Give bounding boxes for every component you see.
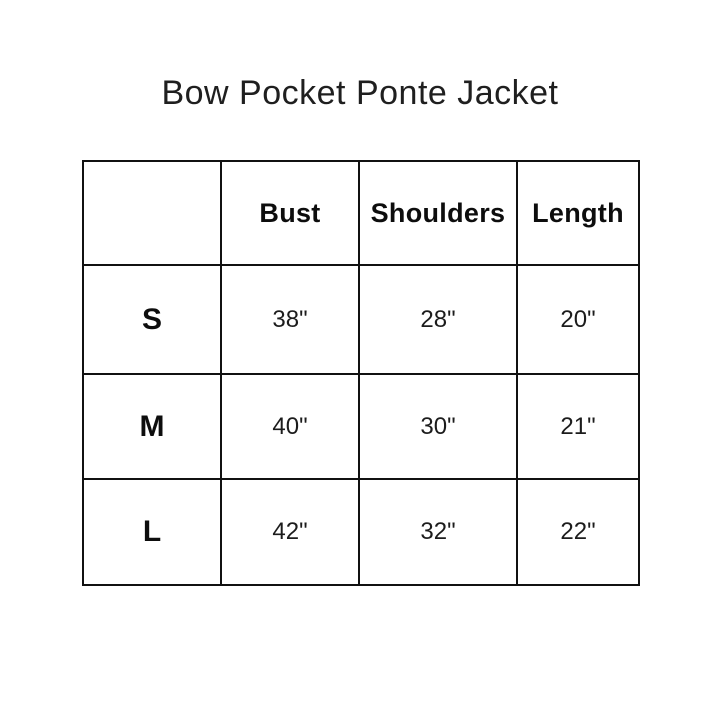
size-chart-table bbox=[82, 160, 640, 586]
cell-s-shoulders: 28" bbox=[359, 265, 517, 374]
table-row-size-m bbox=[83, 374, 639, 479]
table-row-size-l bbox=[83, 479, 639, 585]
cell-l-bust: 42" bbox=[221, 479, 359, 585]
table-row-size-s bbox=[83, 265, 639, 374]
page-title: Bow Pocket Ponte Jacket bbox=[161, 74, 559, 112]
cell-m-length: 21" bbox=[517, 374, 639, 479]
cell-s-length: 20" bbox=[517, 265, 639, 374]
cell-m-bust: 40" bbox=[221, 374, 359, 479]
cell-l-shoulders: 32" bbox=[359, 479, 517, 585]
table-header-row bbox=[83, 161, 639, 265]
corner-cell bbox=[83, 161, 221, 265]
cell-m-shoulders: 30" bbox=[359, 374, 517, 479]
cell-s-bust: 38" bbox=[221, 265, 359, 374]
size-label-m: M bbox=[83, 374, 221, 479]
column-header-bust: Bust bbox=[221, 161, 359, 265]
column-header-length: Length bbox=[517, 161, 639, 265]
cell-l-length: 22" bbox=[517, 479, 639, 585]
size-label-l: L bbox=[83, 479, 221, 585]
size-label-s: S bbox=[83, 265, 221, 374]
column-header-shoulders: Shoulders bbox=[359, 161, 517, 265]
